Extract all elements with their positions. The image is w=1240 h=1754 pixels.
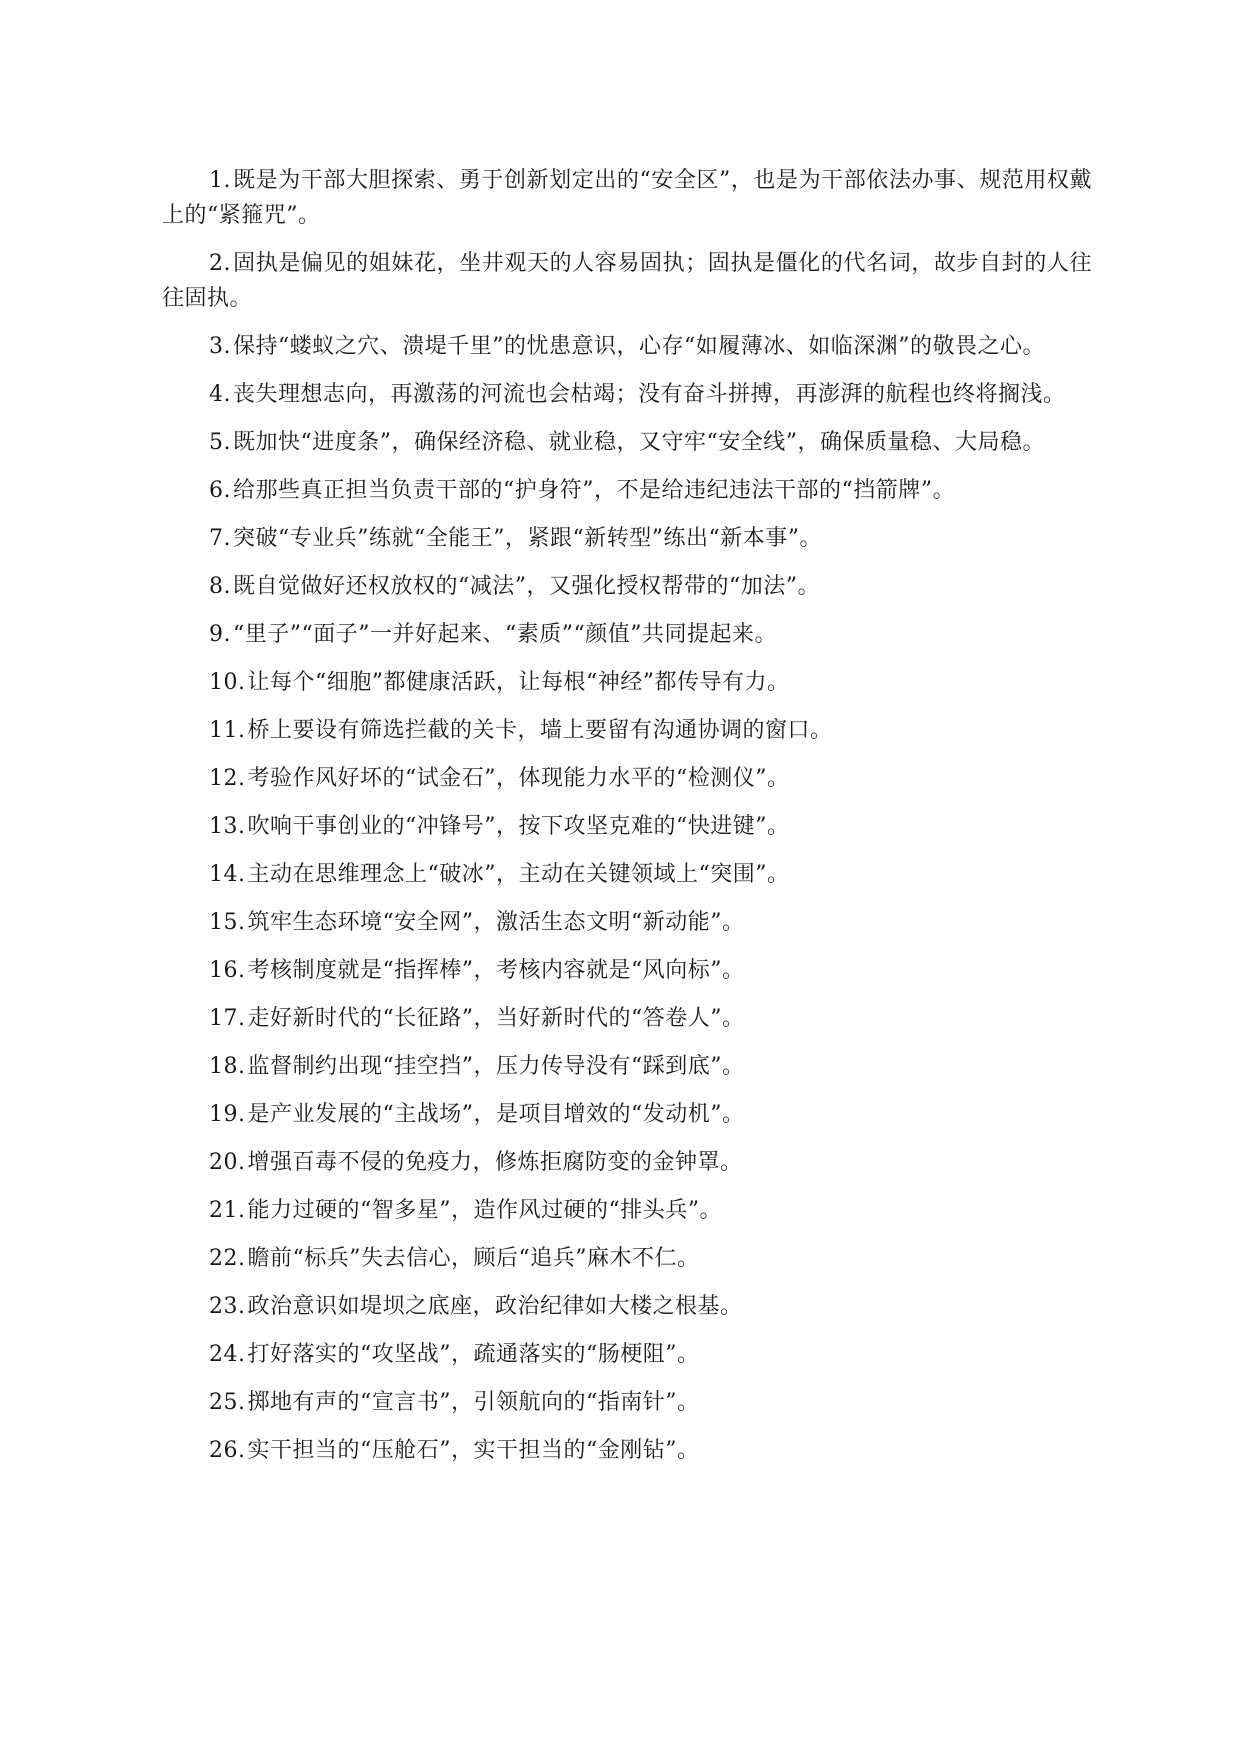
- item-number: 12.: [209, 766, 246, 791]
- item-text: 考核制度就是“指挥棒”，考核内容就是“风向标”。: [247, 958, 745, 983]
- item-number: 18.: [209, 1054, 246, 1079]
- item-text: 瞻前“标兵”失去信心，顾后“追兵”麻木不仁。: [247, 1246, 700, 1271]
- list-item: [162, 1049, 1092, 1084]
- item-text: 实干担当的“压舱石”，实干担当的“金刚钻”。: [247, 1438, 700, 1463]
- item-text: 丧失理想志向，再激荡的河流也会枯竭；没有奋斗拼搏，再澎湃的航程也终将搁浅。: [233, 382, 1066, 407]
- item-number: 20.: [209, 1150, 246, 1175]
- item-text: 走好新时代的“长征路”，当好新时代的“答卷人”。: [247, 1006, 745, 1031]
- item-text: 增强百毒不侵的免疫力，修炼拒腐防变的金钟罩。: [247, 1150, 743, 1175]
- document-body: [162, 163, 1092, 1481]
- list-item: [162, 1433, 1092, 1468]
- list-item: [162, 1241, 1092, 1276]
- list-item: [162, 377, 1092, 412]
- item-number: 2.: [209, 251, 231, 276]
- item-number: 25.: [209, 1390, 246, 1415]
- list-item: [162, 665, 1092, 700]
- item-text: 桥上要设有筛选拦截的关卡，墙上要留有沟通协调的窗口。: [247, 718, 833, 743]
- item-text: 既自觉做好还权放权的“减法”，又强化授权帮带的“加法”。: [233, 574, 820, 599]
- list-item: [162, 1289, 1092, 1324]
- item-number: 9.: [209, 622, 231, 647]
- item-number: 7.: [209, 526, 231, 551]
- item-number: 4.: [209, 382, 231, 407]
- list-item: [162, 1193, 1092, 1228]
- item-text: 监督制约出现“挂空挡”，压力传导没有“踩到底”。: [247, 1054, 745, 1079]
- list-item: [162, 1001, 1092, 1036]
- item-text: 政治意识如堤坝之底座，政治纪律如大楼之根基。: [247, 1294, 743, 1319]
- item-text: 既是为干部大胆探索、勇于创新划定出的“安全区”，也是为干部依法办事、规范用权戴上的“紧箍咒”。: [162, 168, 1092, 228]
- list-item: [162, 1097, 1092, 1132]
- list-item: [162, 953, 1092, 988]
- item-number: 26.: [209, 1438, 246, 1463]
- item-number: 6.: [209, 478, 231, 503]
- list-item: [162, 857, 1092, 892]
- list-item: [162, 713, 1092, 748]
- item-text: 打好落实的“攻坚战”，疏通落实的“肠梗阻”。: [247, 1342, 700, 1367]
- list-item: [162, 1337, 1092, 1372]
- item-number: 16.: [209, 958, 246, 983]
- item-text: 突破“专业兵”练就“全能王”，紧跟“新转型”练出“新本事”。: [233, 526, 822, 551]
- item-text: 给那些真正担当负责干部的“护身符”，不是给违纪违法干部的“挡箭牌”。: [233, 478, 955, 503]
- item-text: 吹响干事创业的“冲锋号”，按下攻坚克难的“快进键”。: [247, 814, 790, 839]
- item-number: 14.: [209, 862, 246, 887]
- item-number: 17.: [209, 1006, 246, 1031]
- item-number: 3.: [209, 334, 231, 359]
- list-item: [162, 473, 1092, 508]
- item-number: 11.: [209, 718, 246, 743]
- item-text: 主动在思维理念上“破冰”，主动在关键领域上“突围”。: [247, 862, 790, 887]
- list-item: [162, 617, 1092, 652]
- item-number: 13.: [209, 814, 246, 839]
- item-text: 保持“蝼蚁之穴、溃堤千里”的忧患意识，心存“如履薄冰、如临深渊”的敬畏之心。: [233, 334, 1045, 359]
- item-text: 既加快“进度条”，确保经济稳、就业稳，又守牢“安全线”，确保质量稳、大局稳。: [233, 430, 1045, 455]
- item-text: 考验作风好坏的“试金石”，体现能力水平的“检测仪”。: [247, 766, 790, 791]
- list-item: [162, 761, 1092, 796]
- item-text: 让每个“细胞”都健康活跃，让每根“神经”都传导有力。: [247, 670, 790, 695]
- list-item: [162, 809, 1092, 844]
- item-number: 22.: [209, 1246, 246, 1271]
- item-text: 是产业发展的“主战场”，是项目增效的“发动机”。: [247, 1102, 745, 1127]
- item-number: 1.: [209, 168, 231, 193]
- item-number: 19.: [209, 1102, 246, 1127]
- list-item: [162, 163, 1092, 233]
- item-text: 筑牢生态环境“安全网”，激活生态文明“新动能”。: [247, 910, 745, 935]
- list-item: [162, 905, 1092, 940]
- list-item: [162, 329, 1092, 364]
- item-number: 10.: [209, 670, 246, 695]
- item-text: 掷地有声的“宣言书”，引领航向的“指南针”。: [247, 1390, 700, 1415]
- item-number: 24.: [209, 1342, 246, 1367]
- item-number: 21.: [209, 1198, 246, 1223]
- list-item: [162, 246, 1092, 316]
- item-number: 15.: [209, 910, 246, 935]
- item-text: 固执是偏见的姐妹花，坐井观天的人容易固执；固执是僵化的代名词，故步自封的人往往固执。: [162, 251, 1092, 311]
- list-item: [162, 521, 1092, 556]
- item-text: 能力过硬的“智多星”，造作风过硬的“排头兵”。: [247, 1198, 722, 1223]
- item-number: 8.: [209, 574, 231, 599]
- item-text: “里子”“面子”一并好起来、“素质”“颜值”共同提起来。: [233, 622, 777, 647]
- item-number: 23.: [209, 1294, 246, 1319]
- list-item: [162, 425, 1092, 460]
- list-item: [162, 1385, 1092, 1420]
- list-item: [162, 1145, 1092, 1180]
- item-number: 5.: [209, 430, 231, 455]
- list-item: [162, 569, 1092, 604]
